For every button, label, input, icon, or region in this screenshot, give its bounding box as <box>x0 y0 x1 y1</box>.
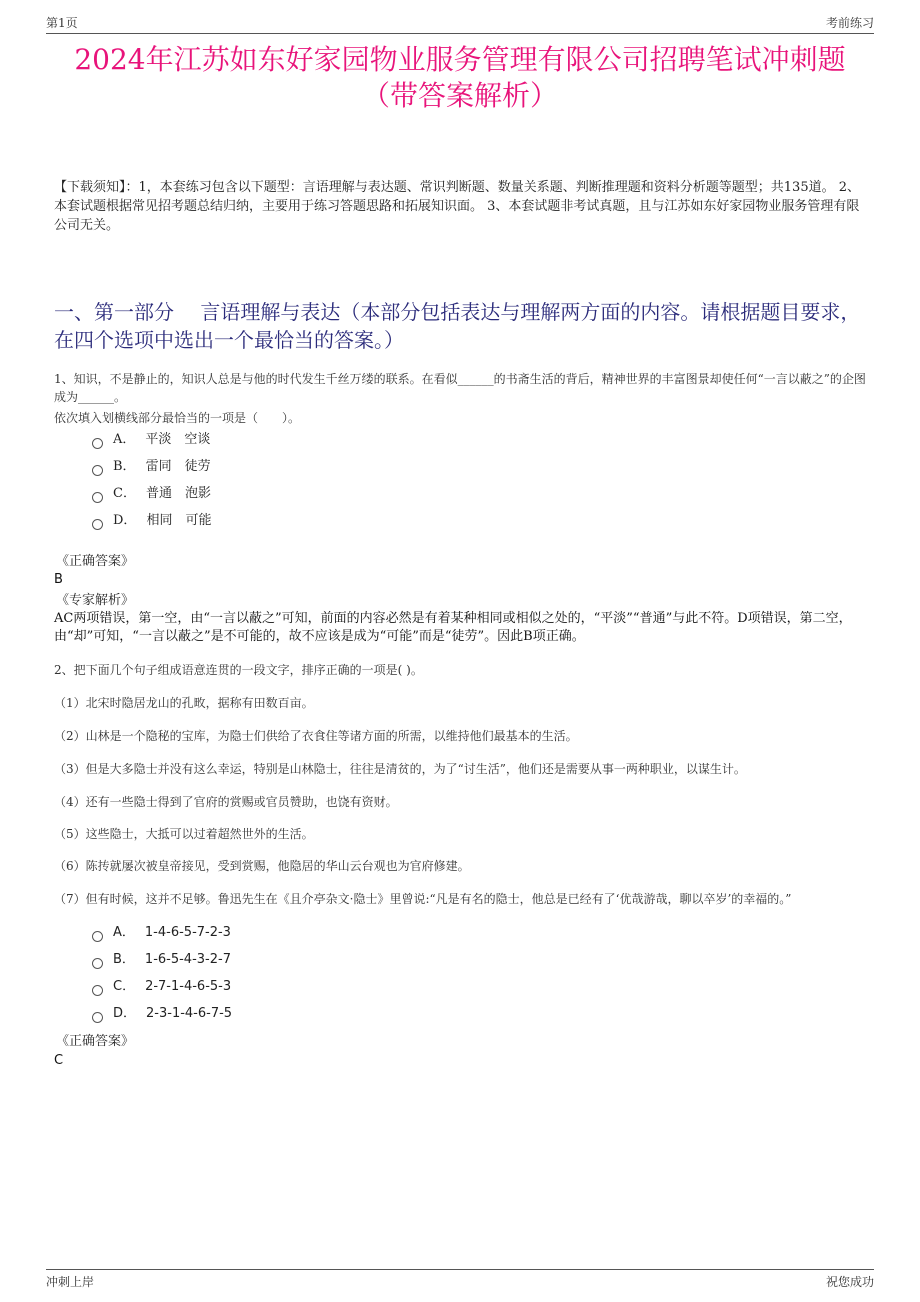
radio-circle-icon[interactable] <box>92 492 103 503</box>
option-text: 平淡 空谈 <box>145 432 211 447</box>
page-title <box>40 42 880 114</box>
question-2-option-b[interactable] <box>92 950 231 970</box>
question-2-stem: 2、把下面几个句子组成语意连贯的一段文字，排序正确的一项是( )。 <box>54 663 423 677</box>
option-text: 相同 可能 <box>146 513 212 528</box>
option-label: A． <box>113 432 136 447</box>
option-text: 1-6-5-4-3-2-7 <box>144 952 231 967</box>
question-1-answer: B <box>54 572 63 587</box>
option-text: 1-4-6-5-7-2-3 <box>144 925 231 940</box>
option-label: C． <box>113 486 136 501</box>
question-2-sentence: （5）这些隐士，大抵可以过着超然世外的生活。 <box>54 827 314 841</box>
header-divider <box>46 33 874 34</box>
download-notice: 【下载须知】：1，本套练习包含以下题型：言语理解与表达题、常识判断题、数量关系题、判断推理题和资料分析题等题型；共135道。 2、本套试题根据常见招考题总结归纳，主要用于练习答题思路和拓展知识面。 3、本套试题非考试真题，且与江苏如东好家园物业服务管理有限公司无关。 <box>54 180 860 233</box>
question-1-analysis: AC两项错误，第一空，由“一言以蔽之”可知，前面的内容必然是有着某种相同或相似之处的，“平淡”“普通”与此不符。D项错误，第二空，由“却”可知，“一言以蔽之”是不可能的，故不应该是成为“可能”而是“徒劳”。因此B项正确。 <box>54 611 852 644</box>
option-label: B． <box>113 952 135 967</box>
footer-divider <box>46 1269 874 1270</box>
radio-circle-icon[interactable] <box>92 931 103 942</box>
question-1-analysis-label: 《专家解析》 <box>56 593 135 608</box>
radio-circle-icon[interactable] <box>92 465 103 476</box>
question-2-sentence: （4）还有一些隐士得到了官府的赏赐或官员赞助，也饶有资财。 <box>54 795 398 809</box>
page-title-line2: （带答案解析） <box>361 79 558 112</box>
header-page-number: 第1页 <box>46 16 78 30</box>
question-1-answer-label: 《正确答案》 <box>56 554 135 569</box>
question-2-option-c[interactable] <box>92 977 231 997</box>
question-1-option-d[interactable] <box>92 511 211 531</box>
radio-circle-icon[interactable] <box>92 1012 103 1023</box>
radio-circle-icon[interactable] <box>92 519 103 530</box>
section-title: 一、第一部分 言语理解与表达（本部分包括表达与理解两方面的内容。请根据题目要求，在四个选项中选出一个最恰当的答案。） <box>54 300 861 352</box>
header-label: 考前练习 <box>825 16 874 30</box>
option-label: C． <box>113 979 136 994</box>
footer-left-text: 冲刺上岸 <box>46 1275 95 1289</box>
question-1-prompt: 依次填入划横线部分最恰当的一项是（ ）。 <box>54 411 301 425</box>
option-text: 2-7-1-4-6-5-3 <box>145 979 232 994</box>
question-2-sentence: （1）北宋时隐居龙山的孔畋，据称有田数百亩。 <box>54 696 314 710</box>
option-label: B． <box>113 459 136 474</box>
option-text: 2-3-1-4-6-7-5 <box>146 1006 233 1021</box>
option-label: A． <box>113 925 135 940</box>
option-text: 普通 泡影 <box>145 486 211 501</box>
question-1-option-b[interactable] <box>92 457 211 477</box>
option-label: D． <box>113 1006 137 1021</box>
question-2-sentence: （6）陈抟就屡次被皇帝接见，受到赏赐，他隐居的华山云台观也为官府修建。 <box>54 859 470 873</box>
question-2-sentence: （3）但是大多隐士并没有这么幸运，特别是山林隐士，往往是清贫的，为了“讨生活”，他们还是需要从事一两种职业，以谋生计。 <box>54 762 746 776</box>
question-2-option-a[interactable] <box>92 923 231 943</box>
page-title-line1: 2024年江苏如东好家园物业服务管理有限公司招聘笔试冲刺题 <box>74 43 846 76</box>
option-label: D． <box>113 513 137 528</box>
question-2-sentence: （2）山林是一个隐秘的宝库，为隐士们供给了衣食住等诸方面的所需，以维持他们最基本的生活。 <box>54 729 578 743</box>
footer-right-text: 祝您成功 <box>825 1275 874 1289</box>
question-1-stem: 1、知识，不是静止的，知识人总是与他的时代发生千丝万缕的联系。在看似______的书斋生活的背后，精神世界的丰富图景却使任何“一言以蔽之”的企图成为______。 <box>54 372 866 404</box>
option-text: 雷同 徒劳 <box>145 459 211 474</box>
radio-circle-icon[interactable] <box>92 438 103 449</box>
question-2-option-d[interactable] <box>92 1004 232 1024</box>
radio-circle-icon[interactable] <box>92 958 103 969</box>
question-2-answer: C <box>54 1053 64 1068</box>
question-1-option-c[interactable] <box>92 484 211 504</box>
radio-circle-icon[interactable] <box>92 985 103 996</box>
question-1-option-a[interactable] <box>92 430 210 450</box>
question-2-sentence: （7）但有时候，这并不足够。鲁迅先生在《且介亭杂文·隐士》里曾说:“凡是有名的隐士，他总是已经有了‘优哉游哉，聊以卒岁’的幸福的。” <box>54 892 792 906</box>
question-2-answer-label: 《正确答案》 <box>56 1034 135 1049</box>
